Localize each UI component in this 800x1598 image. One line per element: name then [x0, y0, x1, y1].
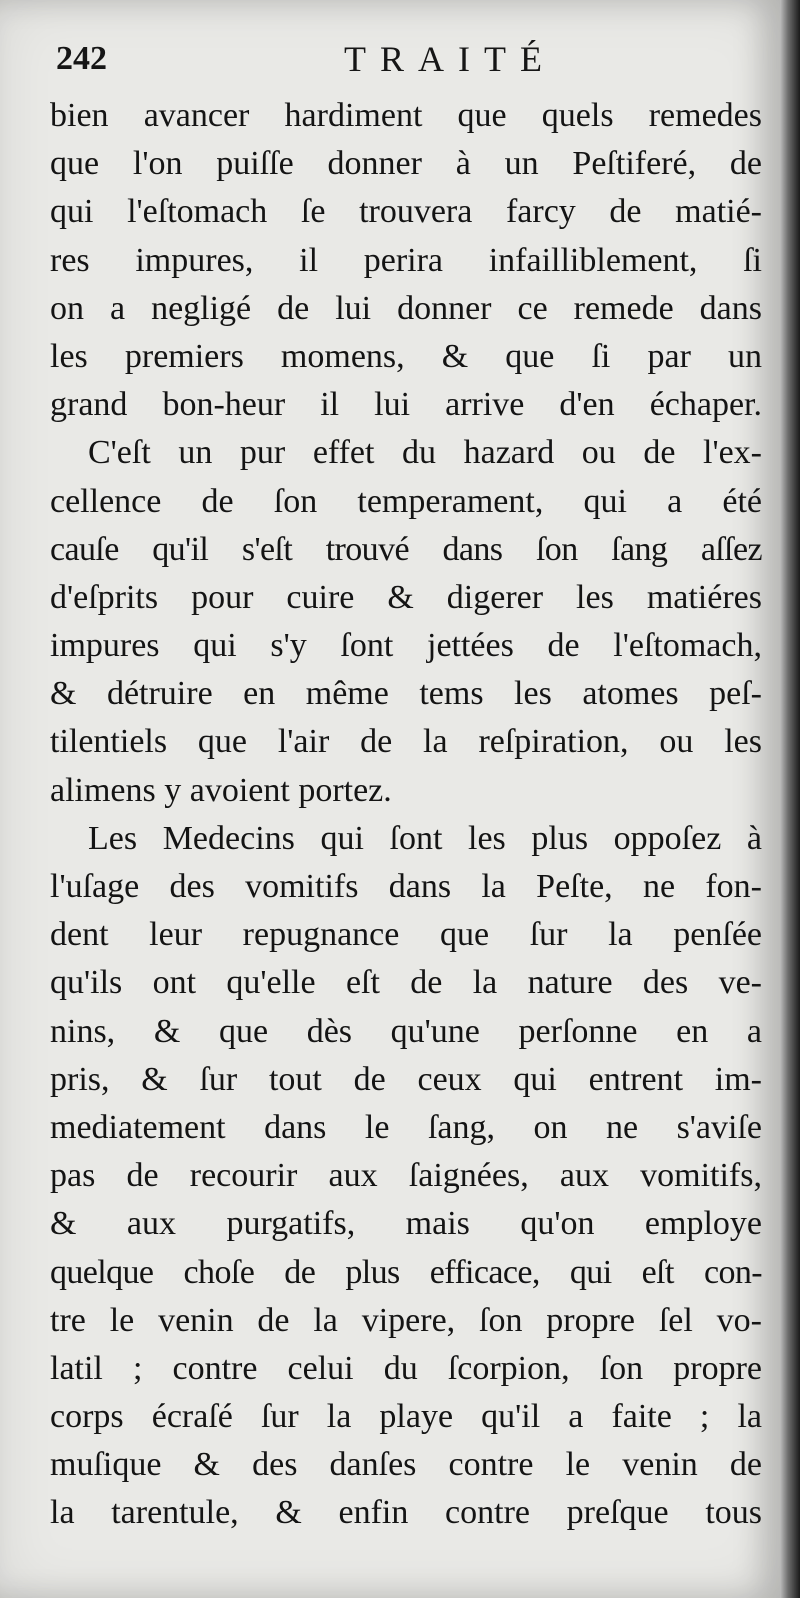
- text-line: mediatement dans le ſang, on ne s'aviſe: [50, 1108, 762, 1146]
- text-line: qu'ils ont qu'elle eſt de la nature des ve-: [50, 964, 762, 1002]
- text-line: la tarentule, & enfin contre preſque tous: [50, 1494, 762, 1532]
- text-line: & détruire en même tems les atomes peſ-: [50, 675, 762, 713]
- text-line: pris, & ſur tout de ceux qui entrent im-: [50, 1060, 762, 1098]
- text-line: Les Medecins qui ſont les plus oppoſez à: [88, 819, 762, 857]
- text-line: res impures, il perira infailliblement, ſi: [50, 241, 762, 279]
- text-line: les premiers momens, & que ſi par un: [50, 337, 762, 375]
- text-line: grand bon-heur il lui arrive d'en échaper.: [50, 386, 762, 424]
- page-number: 242: [56, 40, 107, 77]
- text-line: qui l'eſtomach ſe trouvera farcy de matié-: [50, 193, 762, 231]
- text-line: tre le venin de la vipere, ſon propre ſel vo-: [50, 1301, 762, 1339]
- text-line: corps écraſé ſur la playe qu'il a faite ; la: [50, 1398, 762, 1436]
- page-edge-shadow: [780, 0, 800, 1598]
- text-line: dent leur repugnance que ſur la penſée: [50, 916, 762, 954]
- text-line: impures qui s'y ſont jettées de l'eſtomach,: [50, 627, 762, 665]
- text-line: l'uſage des vomitifs dans la Peſte, ne fon-: [50, 868, 762, 905]
- body-text: [50, 92, 762, 1538]
- text-line: bien avancer hardiment que quels remedes: [50, 97, 762, 134]
- text-line: quelque choſe de plus efficace, qui eſt con-: [50, 1253, 762, 1291]
- text-line: cauſe qu'il s'eſt trouvé dans ſon ſang aſſez: [50, 530, 762, 568]
- text-line: alimens y avoient portez.: [50, 771, 392, 809]
- page-header: [50, 34, 750, 90]
- text-line: tilentiels que l'air de la reſpiration, ou les: [50, 723, 762, 761]
- text-line: nins, & que dès qu'une perſonne en a: [50, 1012, 762, 1050]
- text-line: muſique & des danſes contre le venin de: [50, 1446, 762, 1484]
- text-line: pas de recourir aux ſaignées, aux vomitifs,: [50, 1157, 762, 1195]
- text-line: & aux purgatifs, mais qu'on employe: [50, 1205, 762, 1243]
- text-line: que l'on puiſſe donner à un Peſtiferé, de: [50, 145, 762, 183]
- running-title: TRAITÉ: [344, 39, 556, 79]
- text-line: latil ; contre celui du ſcorpion, ſon propre: [50, 1349, 762, 1387]
- text-line: cellence de ſon temperament, qui a été: [50, 482, 762, 520]
- text-line: d'eſprits pour cuire & digerer les matiéres: [50, 578, 762, 616]
- text-line: on a negligé de lui donner ce remede dans: [50, 289, 762, 327]
- text-line: C'eſt un pur effet du hazard ou de l'ex-: [88, 434, 762, 472]
